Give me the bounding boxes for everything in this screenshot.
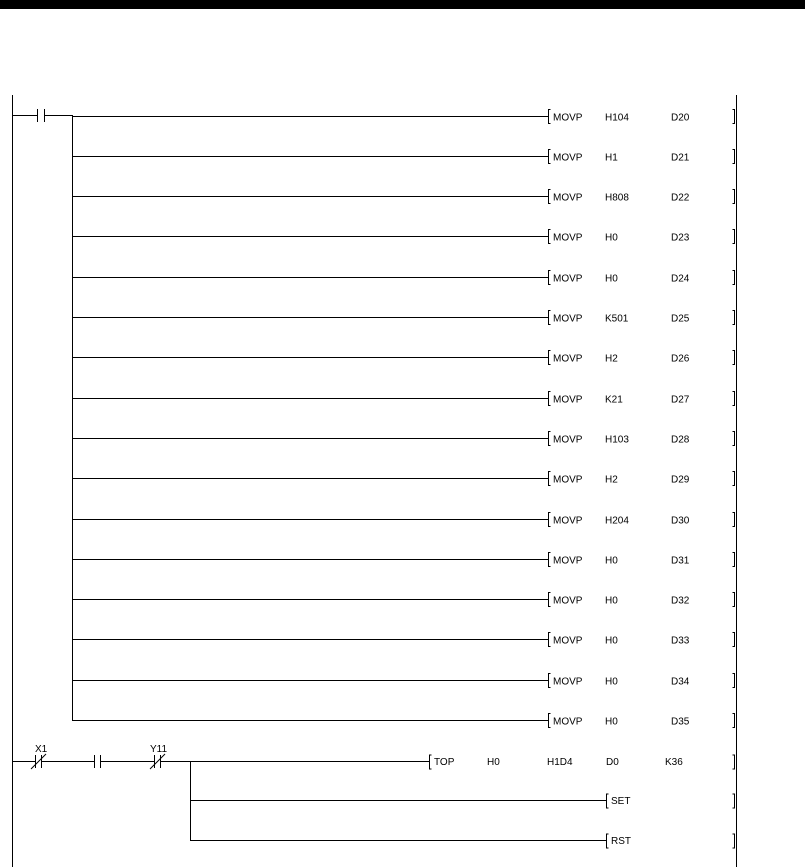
rst-instr-label: RST xyxy=(611,836,631,847)
src-operand: H0 xyxy=(605,635,618,647)
right-bracket xyxy=(733,472,735,486)
src-operand: H0 xyxy=(605,273,618,285)
left-bracket xyxy=(549,392,551,406)
src-operand: H104 xyxy=(605,112,629,124)
dst-operand: D25 xyxy=(671,313,690,325)
dst-operand: D21 xyxy=(671,152,690,164)
instr-label: MOVP xyxy=(553,555,583,567)
rung-1-input xyxy=(12,109,73,720)
instr-label: MOVP xyxy=(553,313,583,325)
instr-label: MOVP xyxy=(553,515,583,527)
mov-rung xyxy=(72,190,735,204)
right-bracket xyxy=(733,633,735,647)
set-instr-label: SET xyxy=(611,796,631,807)
dst-operand: D26 xyxy=(671,353,690,365)
dst-operand: D29 xyxy=(671,474,690,486)
right-bracket xyxy=(733,513,735,527)
rst-instruction xyxy=(607,834,735,848)
instr-label: MOVP xyxy=(553,434,583,446)
left-bracket xyxy=(549,271,551,285)
left-bracket xyxy=(549,311,551,325)
dst-operand: D28 xyxy=(671,434,690,446)
dst-operand: D24 xyxy=(671,273,690,285)
top-instr-label: TOP xyxy=(434,757,455,768)
mov-rung xyxy=(72,311,735,325)
src-operand: H2 xyxy=(605,353,618,365)
left-bracket xyxy=(549,553,551,567)
instr-label: MOVP xyxy=(553,595,583,607)
dst-operand: D34 xyxy=(671,676,690,688)
mov-rung xyxy=(72,513,735,527)
instr-label: MOVP xyxy=(553,676,583,688)
src-operand: H0 xyxy=(605,555,618,567)
left-bracket xyxy=(549,593,551,607)
right-bracket xyxy=(733,351,735,365)
right-bracket xyxy=(733,392,735,406)
right-bracket xyxy=(733,110,735,124)
instr-label: MOVP xyxy=(553,232,583,244)
src-operand: H0 xyxy=(605,595,618,607)
left-bracket xyxy=(549,513,551,527)
top-arg-3: D0 xyxy=(606,757,619,768)
left-bracket xyxy=(549,472,551,486)
top-arg-1: H0 xyxy=(487,757,500,768)
mov-rung xyxy=(72,150,735,164)
left-bracket xyxy=(549,150,551,164)
set-instruction xyxy=(607,794,735,808)
instr-label: MOVP xyxy=(553,635,583,647)
mov-rung xyxy=(72,714,735,728)
src-operand: K501 xyxy=(605,313,629,325)
contact-label-x1: X1 xyxy=(35,744,48,755)
left-bracket xyxy=(549,230,551,244)
top-arg-4: K36 xyxy=(665,757,683,768)
mov-rung xyxy=(72,472,735,486)
src-operand: H0 xyxy=(605,676,618,688)
instr-label: MOVP xyxy=(553,716,583,728)
right-bracket xyxy=(733,230,735,244)
left-bracket xyxy=(549,674,551,688)
dst-operand: D30 xyxy=(671,515,690,527)
mov-rung xyxy=(72,633,735,647)
right-bracket xyxy=(733,674,735,688)
left-bracket xyxy=(549,432,551,446)
src-operand: H1 xyxy=(605,152,618,164)
dst-operand: D23 xyxy=(671,232,690,244)
right-bracket xyxy=(733,432,735,446)
rung-2 xyxy=(12,744,735,848)
top-instruction xyxy=(430,755,735,769)
right-bracket xyxy=(733,190,735,204)
mov-rung xyxy=(72,110,735,124)
instr-label: MOVP xyxy=(553,152,583,164)
mov-rung xyxy=(72,392,735,406)
right-bracket xyxy=(733,553,735,567)
dst-operand: D33 xyxy=(671,635,690,647)
src-operand: H0 xyxy=(605,232,618,244)
instr-label: MOVP xyxy=(553,353,583,365)
src-operand: H2 xyxy=(605,474,618,486)
instr-label: MOVP xyxy=(553,394,583,406)
instr-label: MOVP xyxy=(553,474,583,486)
left-bracket xyxy=(549,633,551,647)
mov-rung xyxy=(72,271,735,285)
contact-label-y11: Y11 xyxy=(150,744,168,755)
src-operand: H204 xyxy=(605,515,629,527)
src-operand: H103 xyxy=(605,434,629,446)
left-bracket xyxy=(549,351,551,365)
mov-rung xyxy=(72,351,735,365)
dst-operand: D22 xyxy=(671,192,690,204)
contact-no-2 xyxy=(95,755,101,768)
src-operand: H808 xyxy=(605,192,629,204)
mov-rung xyxy=(72,593,735,607)
left-bracket xyxy=(549,110,551,124)
mov-rung xyxy=(72,553,735,567)
src-operand: H0 xyxy=(605,716,618,728)
instr-label: MOVP xyxy=(553,192,583,204)
right-bracket xyxy=(733,714,735,728)
dst-operand: D31 xyxy=(671,555,690,567)
left-bracket xyxy=(549,714,551,728)
contact-no-1 xyxy=(38,109,45,122)
dst-operand: D35 xyxy=(671,716,690,728)
dst-operand: D27 xyxy=(671,394,690,406)
mov-rung xyxy=(72,432,735,446)
mov-rung xyxy=(72,674,735,688)
right-bracket xyxy=(733,150,735,164)
mov-rung xyxy=(72,230,735,244)
src-operand: K21 xyxy=(605,394,623,406)
instr-label: MOVP xyxy=(553,273,583,285)
instr-label: MOVP xyxy=(553,112,583,124)
top-arg-2: H1D4 xyxy=(547,757,573,768)
mov-rungs xyxy=(72,110,735,728)
dst-operand: D20 xyxy=(671,112,690,124)
dst-operand: D32 xyxy=(671,595,690,607)
right-bracket xyxy=(733,311,735,325)
right-bracket xyxy=(733,271,735,285)
right-bracket xyxy=(733,593,735,607)
left-bracket xyxy=(549,190,551,204)
